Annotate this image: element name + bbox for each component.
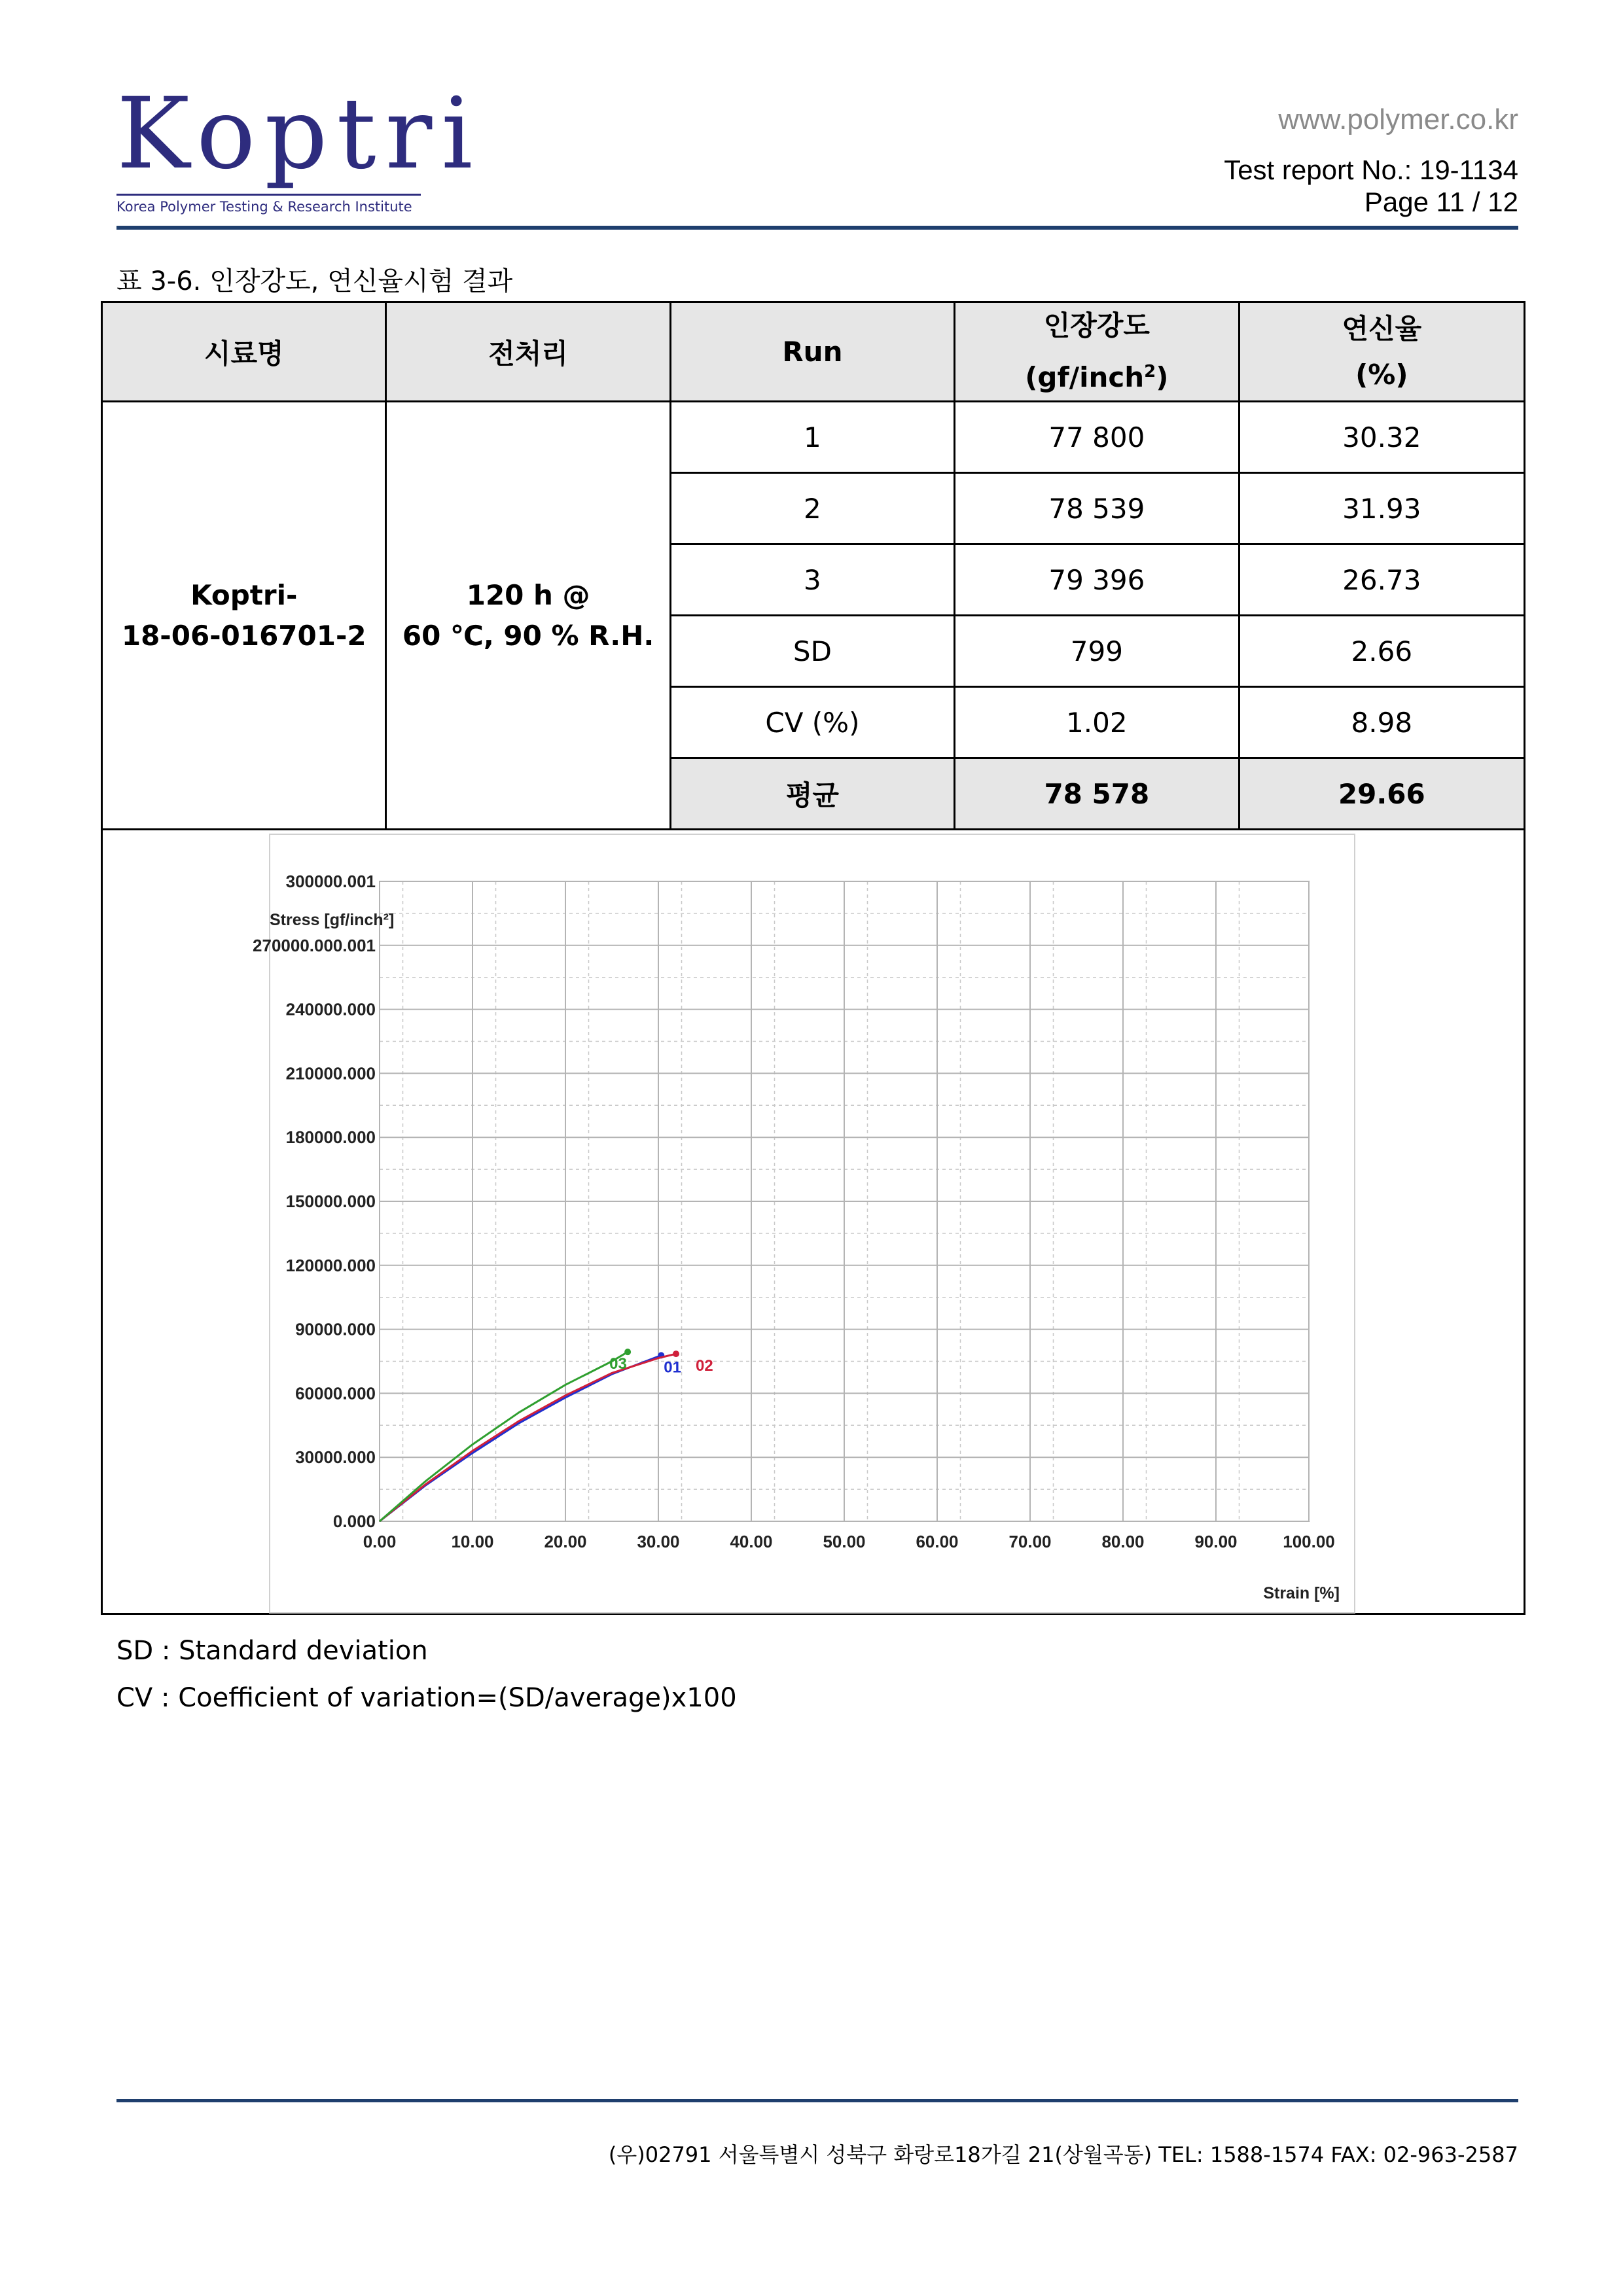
logo-underline bbox=[116, 194, 421, 196]
x-tick-label: 80.00 bbox=[1101, 1532, 1145, 1551]
run-cell: CV (%) bbox=[670, 687, 954, 758]
pretreatment-cell bbox=[386, 402, 670, 830]
header-run: Run bbox=[670, 302, 954, 402]
x-tick-label: 90.00 bbox=[1194, 1532, 1238, 1551]
x-tick-label: 100.00 bbox=[1283, 1532, 1335, 1551]
average-elongation-cell: 29.66 bbox=[1239, 758, 1524, 830]
run-cell: 2 bbox=[670, 473, 954, 544]
elongation-cell: 2.66 bbox=[1239, 616, 1524, 687]
tensile-cell: 77 800 bbox=[955, 402, 1240, 473]
table-caption: 표 3-6. 인장강도, 연신율시험 결과 bbox=[116, 266, 513, 296]
elongation-cell: 8.98 bbox=[1239, 687, 1524, 758]
y-tick-label: 60000.000 bbox=[295, 1383, 376, 1404]
page-number: Page 11 / 12 bbox=[1364, 186, 1518, 217]
x-tick-label: 40.00 bbox=[730, 1532, 773, 1551]
note-cv: CV : Coefficient of variation=(SD/average)x100 bbox=[116, 1683, 737, 1713]
series-label: 02 bbox=[695, 1357, 713, 1375]
elongation-label: 연신율 bbox=[1342, 312, 1422, 345]
header-pretreatment: 전처리 bbox=[386, 302, 670, 402]
series-label: 01 bbox=[664, 1358, 681, 1377]
run-cell: 3 bbox=[670, 544, 954, 616]
elongation-cell: 30.32 bbox=[1239, 402, 1524, 473]
tensile-cell: 1.02 bbox=[955, 687, 1240, 758]
y-tick-label: 270000.000.001 bbox=[253, 935, 376, 955]
website-url: www.polymer.co.kr bbox=[1278, 103, 1518, 135]
y-tick-label: 210000.000 bbox=[285, 1063, 376, 1084]
pretreatment-line2: 60 ℃, 90 % R.H. bbox=[402, 619, 654, 652]
y-tick-label: 90000.000 bbox=[295, 1319, 376, 1339]
sample-name-line1: Koptri- bbox=[190, 578, 298, 611]
tensile-unit: (gf/inch$^2$) bbox=[1025, 361, 1169, 393]
y-tick-label: 300000.001 bbox=[285, 872, 376, 891]
series-label: 03 bbox=[609, 1355, 627, 1373]
pretreatment-line1: 120 h @ bbox=[466, 578, 590, 611]
y-tick-label: 30000.000 bbox=[295, 1447, 376, 1468]
x-tick-label: 10.00 bbox=[451, 1532, 494, 1551]
tensile-cell: 79 396 bbox=[955, 544, 1240, 616]
note-sd: SD : Standard deviation bbox=[116, 1636, 428, 1666]
y-tick-label: 150000.000 bbox=[285, 1192, 376, 1211]
run-cell: 1 bbox=[670, 402, 954, 473]
elongation-cell: 26.73 bbox=[1239, 544, 1524, 616]
footer-address: (우)02791 서울특별시 성북구 화랑로18가길 21(상월곡동) TEL: 1588-1574 FAX: 02-963-2587 bbox=[608, 2142, 1518, 2167]
logo-subtitle: Korea Polymer Testing & Research Institute bbox=[116, 199, 412, 215]
elongation-unit: (%) bbox=[1355, 358, 1408, 391]
tensile-cell: 78 539 bbox=[955, 473, 1240, 544]
header-sample: 시료명 bbox=[102, 302, 386, 402]
koptri-logo: Koptri bbox=[116, 77, 482, 191]
sample-name-cell bbox=[102, 402, 386, 830]
x-tick-label: 0.00 bbox=[363, 1532, 397, 1551]
x-tick-label: 20.00 bbox=[544, 1532, 587, 1551]
table-header-row bbox=[102, 302, 1525, 402]
y-tick-label: 240000.000 bbox=[285, 999, 376, 1019]
header-rule bbox=[116, 226, 1518, 230]
x-tick-label: 30.00 bbox=[637, 1532, 680, 1551]
series-end-marker bbox=[624, 1349, 631, 1355]
stress-strain-chart bbox=[253, 834, 1355, 1613]
elongation-cell: 31.93 bbox=[1239, 473, 1524, 544]
y-axis-label: Stress [gf/inch²] bbox=[270, 911, 395, 929]
header-elongation bbox=[1239, 302, 1524, 402]
average-tensile-cell: 78 578 bbox=[955, 758, 1240, 830]
header-tensile bbox=[955, 302, 1240, 402]
run-cell: SD bbox=[670, 616, 954, 687]
chart-svg bbox=[253, 834, 1355, 1613]
chart-grid bbox=[380, 881, 1309, 1521]
x-tick-label: 60.00 bbox=[916, 1532, 959, 1551]
x-tick-label: 50.00 bbox=[823, 1532, 866, 1551]
tensile-label: 인장강도 bbox=[1043, 309, 1150, 342]
table-row bbox=[102, 402, 1525, 473]
y-tick-label: 180000.000 bbox=[285, 1127, 376, 1148]
footer-rule bbox=[116, 2099, 1518, 2102]
series-end-marker bbox=[673, 1351, 679, 1357]
tensile-cell: 799 bbox=[955, 616, 1240, 687]
average-label-cell: 평균 bbox=[670, 758, 954, 830]
y-tick-label: 0.000 bbox=[332, 1511, 376, 1531]
y-tick-label: 120000.000 bbox=[285, 1255, 376, 1275]
x-tick-label: 70.00 bbox=[1008, 1532, 1052, 1551]
report-number: Test report No.: 19-1134 bbox=[1224, 154, 1518, 185]
sample-name-line2: 18-06-016701-2 bbox=[121, 619, 366, 652]
x-axis-label: Strain [%] bbox=[1263, 1584, 1340, 1602]
